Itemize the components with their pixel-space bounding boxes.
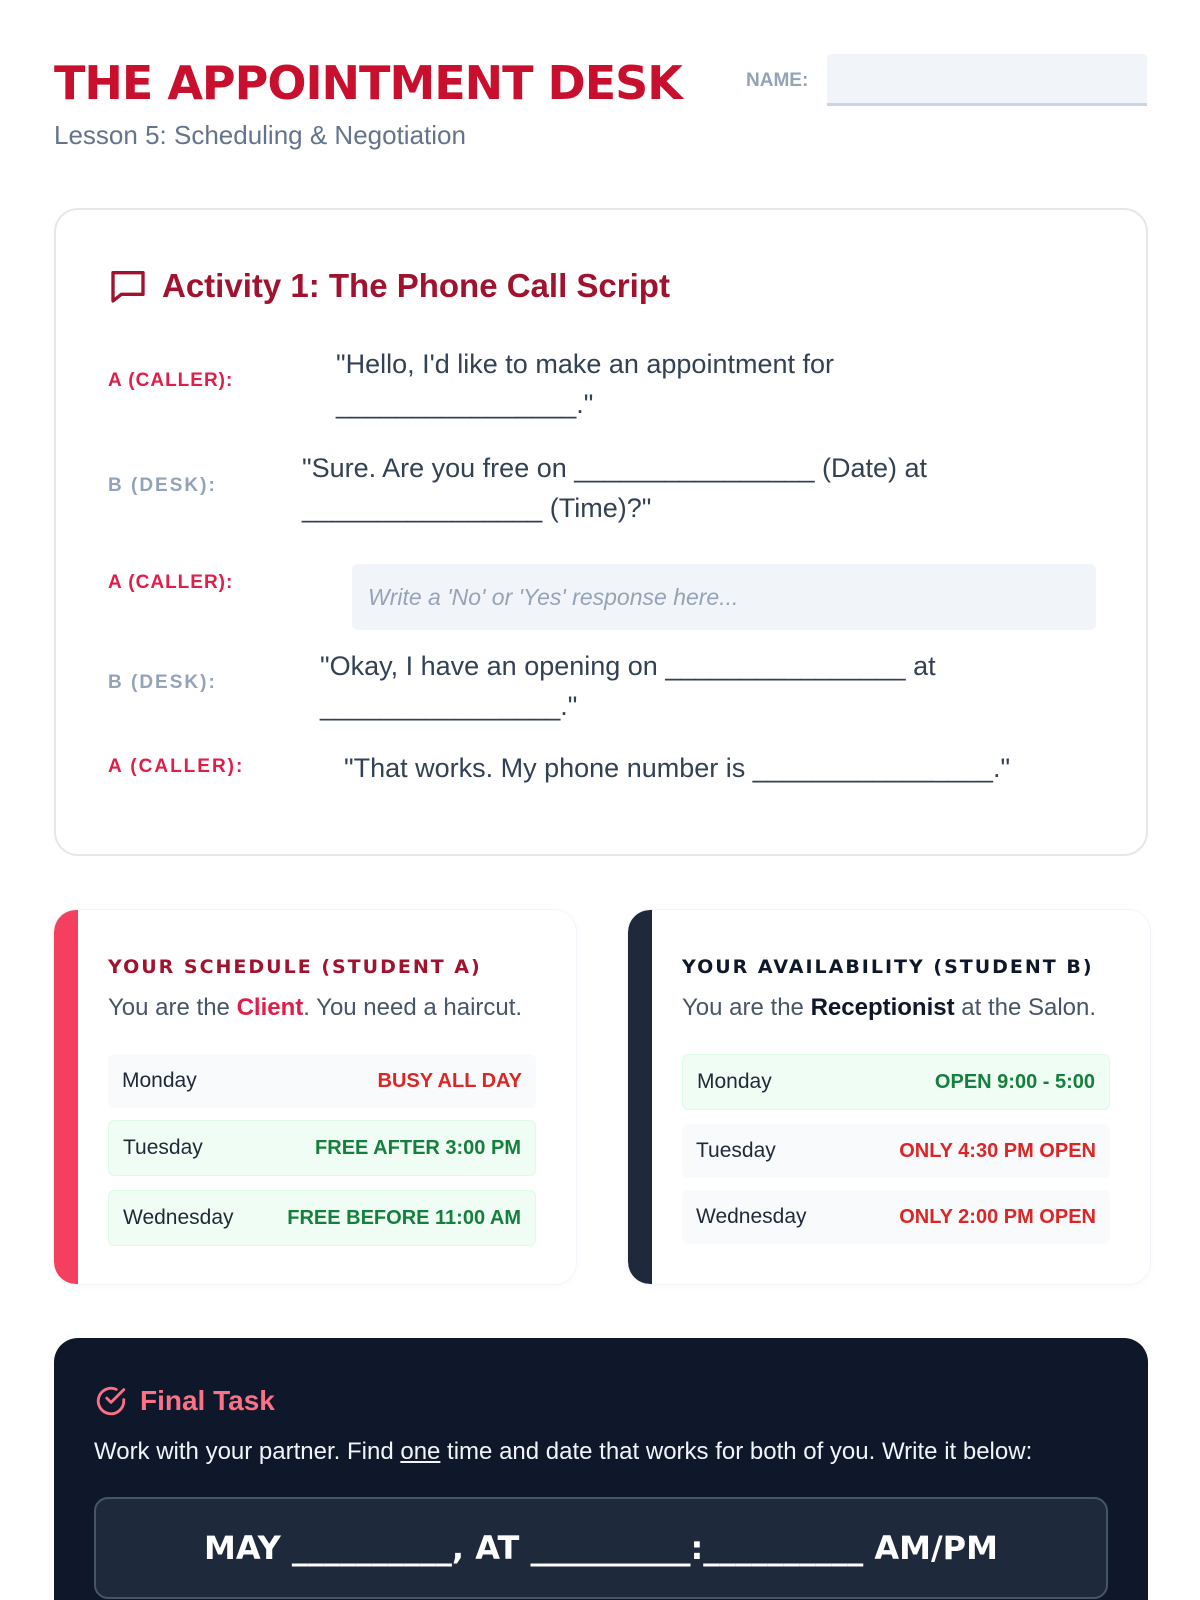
name-field[interactable] [827, 54, 1147, 106]
answer-box[interactable] [94, 1497, 1108, 1599]
activity-1-card [54, 208, 1148, 856]
speaker-label: A (CALLER): [108, 370, 234, 391]
activity-1-heading [108, 266, 670, 306]
page-subtitle: Lesson 5: Scheduling & Negotiation [54, 120, 466, 150]
schedule-b-title: YOUR AVAILABILITY (STUDENT B) [682, 956, 1094, 978]
worksheet-header [54, 52, 1148, 162]
final-task-heading [94, 1384, 275, 1418]
day-label: Tuesday [123, 1136, 203, 1159]
day-label: Wednesday [696, 1205, 807, 1228]
status-label: FREE AFTER 3:00 PM [315, 1136, 521, 1159]
schedule-row [682, 1124, 1110, 1178]
speaker-label: B (DESK): [108, 672, 217, 693]
speaker-label: B (DESK): [108, 475, 217, 496]
schedule-row [108, 1120, 536, 1176]
answer-template: MAY __________, AT __________:__________ AM/PM [204, 1529, 998, 1567]
final-task-panel [54, 1338, 1148, 1600]
schedule-row [682, 1054, 1110, 1110]
schedule-row [108, 1190, 536, 1246]
status-label: BUSY ALL DAY [377, 1069, 522, 1092]
name-label: NAME: [746, 70, 809, 91]
schedule-card-student-a [54, 910, 576, 1284]
schedule-a-title: YOUR SCHEDULE (STUDENT A) [108, 956, 482, 978]
schedule-b-description: You are the Receptionist at the Salon. [682, 994, 1097, 1021]
status-label: ONLY 4:30 PM OPEN [899, 1139, 1096, 1162]
status-label: ONLY 2:00 PM OPEN [899, 1205, 1096, 1228]
check-circle-icon [94, 1384, 128, 1418]
speaker-label: A (CALLER): [108, 572, 234, 593]
schedule-a-description: You are the Client. You need a haircut. [108, 994, 523, 1021]
page-title: THE APPOINTMENT DESK [54, 56, 682, 110]
schedule-row [108, 1054, 536, 1108]
status-label: FREE BEFORE 11:00 AM [287, 1206, 521, 1229]
script-line-4: "Okay, I have an opening on ________________ at ________________." [320, 651, 936, 721]
schedule-row [682, 1190, 1110, 1244]
activity-1-title: Activity 1: The Phone Call Script [162, 267, 670, 304]
schedule-card-student-b [628, 910, 1150, 1284]
day-label: Tuesday [696, 1139, 776, 1162]
script-line-5: "That works. My phone number is ________________." [344, 753, 1011, 783]
day-label: Monday [697, 1070, 772, 1093]
script-line-2: "Sure. Are you free on ________________ (Date) at ________________ (Time)?" [302, 453, 928, 523]
status-label: OPEN 9:00 - 5:00 [934, 1070, 1095, 1093]
response-input[interactable] [352, 564, 1096, 630]
speech-bubble-icon [108, 266, 148, 306]
day-label: Wednesday [123, 1206, 234, 1229]
speaker-label: A (CALLER): [108, 756, 245, 777]
final-task-instructions: Work with your partner. Find one time and date that works for both of you. Write it below: [94, 1438, 1033, 1465]
final-task-title: Final Task [140, 1385, 275, 1416]
day-label: Monday [122, 1069, 197, 1092]
script-line-1: "Hello, I'd like to make an appointment for ________________." [336, 349, 834, 419]
